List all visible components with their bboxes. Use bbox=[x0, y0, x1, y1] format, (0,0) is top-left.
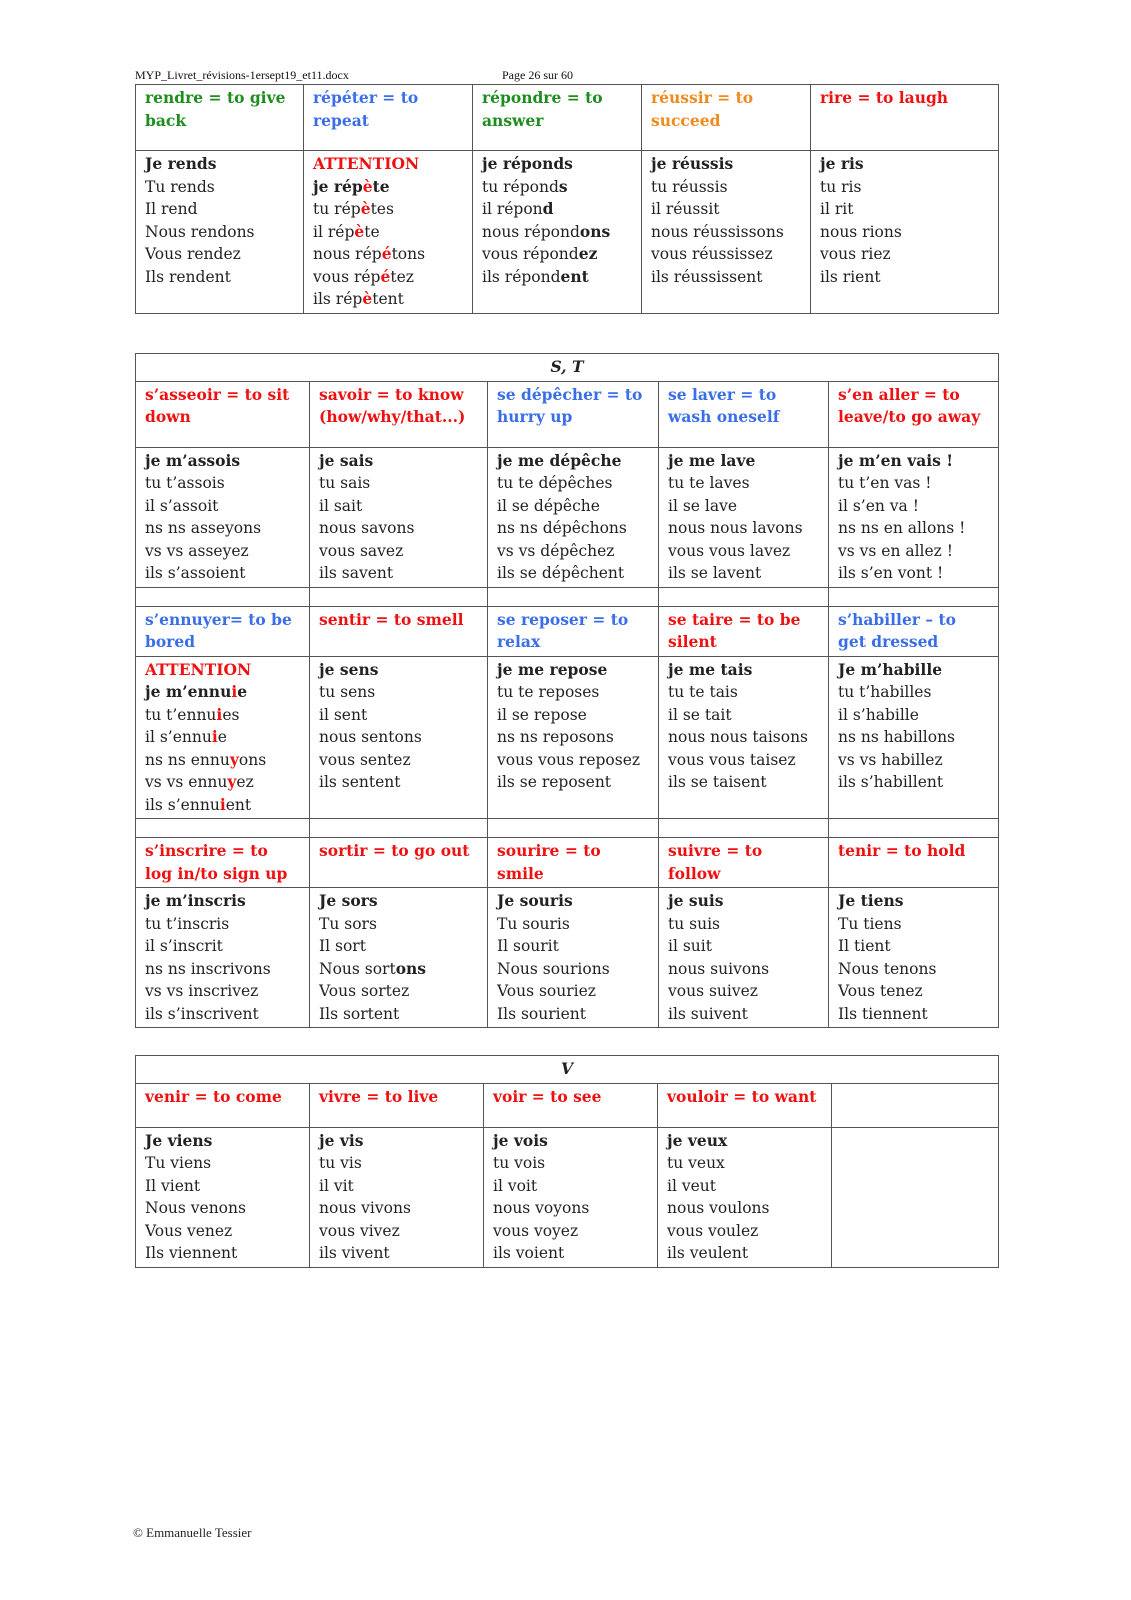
attention-label: ATTENTION bbox=[313, 154, 420, 173]
conj-line: vous riez bbox=[820, 245, 891, 263]
verb-header-tenir: tenir = to hold bbox=[829, 838, 999, 888]
conj-line: tu répètes bbox=[313, 199, 394, 218]
conj-line: je répète bbox=[313, 176, 390, 196]
verb-header-savoir: savoir = to know (how/why/that...) bbox=[310, 381, 488, 447]
conj-line: tu réponds bbox=[482, 176, 568, 196]
verb-table-r bbox=[135, 84, 999, 314]
conjugation-suivre: je suis tu suis il suit nous suivons vous suivez ils suivent bbox=[659, 888, 829, 1028]
copyright-footer: © Emmanuelle Tessier bbox=[133, 1525, 252, 1540]
verb-header-shabiller: s’habiller – to get dressed bbox=[829, 606, 999, 656]
conj-line: tu réussis bbox=[651, 177, 728, 196]
verb-header-sasseoir: s’asseoir = to sit down bbox=[136, 381, 310, 447]
conj-line: je réponds bbox=[482, 154, 573, 173]
verb-header-venir: venir = to come bbox=[136, 1083, 310, 1127]
verb-table-v bbox=[135, 1055, 999, 1268]
conjugation-tenir: Je tiens Tu tiens Il tient Nous tenons Vous tenez Ils tiennent bbox=[829, 888, 999, 1028]
conjugation-savoir: je sais tu sais il sait nous savons vous savez ils savent bbox=[310, 447, 488, 587]
section-heading: V bbox=[136, 1056, 999, 1084]
conjugation-repeter bbox=[304, 151, 473, 314]
conjugation-se-taire: je me tais tu te tais il se tait nous nous taisons vous vous taisez ils se taisent bbox=[659, 656, 829, 819]
page-header bbox=[135, 68, 573, 83]
conj-line: il rit bbox=[820, 200, 854, 218]
verb-header-sortir: sortir = to go out bbox=[310, 838, 488, 888]
verb-header-se-laver: se laver = to wash oneself bbox=[659, 381, 829, 447]
conjugation-rendre bbox=[136, 151, 304, 314]
conjugation-repondre bbox=[473, 151, 642, 314]
conj-line: nous rions bbox=[820, 222, 902, 241]
verb-header-vouloir: vouloir = to want bbox=[658, 1083, 832, 1127]
conj-line: nous répondons bbox=[482, 221, 611, 241]
conjugation-se-laver: je me lave tu te laves il se lave nous nous lavons vous vous lavez ils se lavent bbox=[659, 447, 829, 587]
conjugation-se-reposer: je me repose tu te reposes il se repose ns ns reposons vous vous reposez ils se reposent bbox=[488, 656, 659, 819]
conj-line: ils rient bbox=[820, 267, 881, 286]
conjugation-sennuyer: ATTENTION je m’ennuie tu t’ennuies il s’ennuie ns ns ennuyons vs vs ennuyez ils s’ennuient bbox=[136, 656, 310, 819]
section-heading: S, T bbox=[136, 354, 999, 382]
conjugation-sortir: Je sors Tu sors Il sort Nous sortons Vous sortez Ils sortent bbox=[310, 888, 488, 1028]
empty-cell bbox=[832, 1083, 999, 1127]
verb-header-suivre: suivre = to follow bbox=[659, 838, 829, 888]
conj-line: Je rends bbox=[145, 154, 217, 173]
verb-header-repeter: répéter = to repeat bbox=[304, 85, 473, 151]
verb-header-vivre: vivre = to live bbox=[310, 1083, 484, 1127]
conjugation-voir: je vois tu vois il voit nous voyons vous voyez ils voient bbox=[484, 1127, 658, 1267]
conjugation-sourire: Je souris Tu souris Il sourit Nous sourions Vous souriez Ils sourient bbox=[488, 888, 659, 1028]
conjugation-shabiller: Je m’habille tu t’habilles il s’habille ns ns habillons vs vs habillez ils s’habillent bbox=[829, 656, 999, 819]
conjugation-vouloir: je veux tu veux il veut nous voulons vous voulez ils veulent bbox=[658, 1127, 832, 1267]
verb-header-rire: rire = to laugh bbox=[811, 85, 999, 151]
conj-line: Tu rends bbox=[145, 177, 215, 196]
attention-label: ATTENTION bbox=[145, 659, 252, 679]
verb-table-s-t bbox=[135, 353, 999, 1028]
verb-header-se-depecher: se dépêcher = to hurry up bbox=[488, 381, 659, 447]
conjugation-reussir bbox=[642, 151, 811, 314]
conjugation-vivre: je vis tu vis il vit nous vivons vous vivez ils vivent bbox=[310, 1127, 484, 1267]
verb-header-sourire: sourire = to smile bbox=[488, 838, 659, 888]
verb-header-rendre: rendre = to give back bbox=[136, 85, 304, 151]
conj-line: il répond bbox=[482, 199, 554, 218]
conjugation-sinscrire: je m’inscris tu t’inscris il s’inscrit ns ns inscrivons vs vs inscrivez ils s’inscrivent bbox=[136, 888, 310, 1028]
conj-line: ils réussissent bbox=[651, 267, 763, 286]
conjugation-rire bbox=[811, 151, 999, 314]
conj-line: je ris bbox=[820, 154, 864, 173]
verb-header-sinscrire: s’inscrire = to log in/to sign up bbox=[136, 838, 310, 888]
conj-line: vous répétez bbox=[313, 266, 414, 286]
conj-line: vous réussissez bbox=[651, 245, 773, 263]
conjugation-venir: Je viens Tu viens Il vient Nous venons Vous venez Ils viennent bbox=[136, 1127, 310, 1267]
verb-header-se-reposer: se reposer = to relax bbox=[488, 606, 659, 656]
verb-header-voir: voir = to see bbox=[484, 1083, 658, 1127]
conjugation-se-depecher: je me dépêche tu te dépêches il se dépêche ns ns dépêchons vs vs dépêchez ils se dépêchent bbox=[488, 447, 659, 587]
verb-header-sennuyer: s’ennuyer= to be bored bbox=[136, 606, 310, 656]
conj-line: Ils rendent bbox=[145, 267, 231, 286]
conj-line: tu ris bbox=[820, 177, 862, 196]
verb-header-se-taire: se taire = to be silent bbox=[659, 606, 829, 656]
conj-line: il réussit bbox=[651, 200, 720, 218]
conjugation-sentir: je sens tu sens il sent nous sentons vous sentez ils sentent bbox=[310, 656, 488, 819]
verb-header-repondre: répondre = to answer bbox=[473, 85, 642, 151]
conjugation-sen-aller: je m’en vais ! tu t’en vas ! il s’en va ! ns ns en allons ! vs vs en allez ! ils s’en vont ! bbox=[829, 447, 999, 587]
conj-line: Nous rendons bbox=[145, 222, 255, 241]
page-number: Page 26 sur 60 bbox=[502, 68, 573, 82]
empty-cell bbox=[832, 1127, 999, 1267]
conj-line: ils répètent bbox=[313, 289, 404, 308]
conj-line: je réussis bbox=[651, 154, 734, 173]
document-filename: MYP_Livret_révisions-1ersept19_et11.docx bbox=[135, 68, 349, 82]
verb-header-sen-aller: s’en aller = to leave/to go away bbox=[829, 381, 999, 447]
conj-line: nous répétons bbox=[313, 244, 426, 263]
conj-line: nous réussissons bbox=[651, 222, 784, 241]
conj-line: vous répondez bbox=[482, 244, 598, 263]
conj-line: Vous rendez bbox=[145, 245, 241, 263]
verb-header-sentir: sentir = to smell bbox=[310, 606, 488, 656]
conjugation-sasseoir: je m’assois tu t’assois il s’assoit ns ns asseyons vs vs asseyez ils s’assoient bbox=[136, 447, 310, 587]
conj-line: Il rend bbox=[145, 200, 198, 218]
verb-header-reussir: réussir = to succeed bbox=[642, 85, 811, 151]
conj-line: ils répondent bbox=[482, 266, 589, 286]
conj-line: il répète bbox=[313, 221, 380, 241]
